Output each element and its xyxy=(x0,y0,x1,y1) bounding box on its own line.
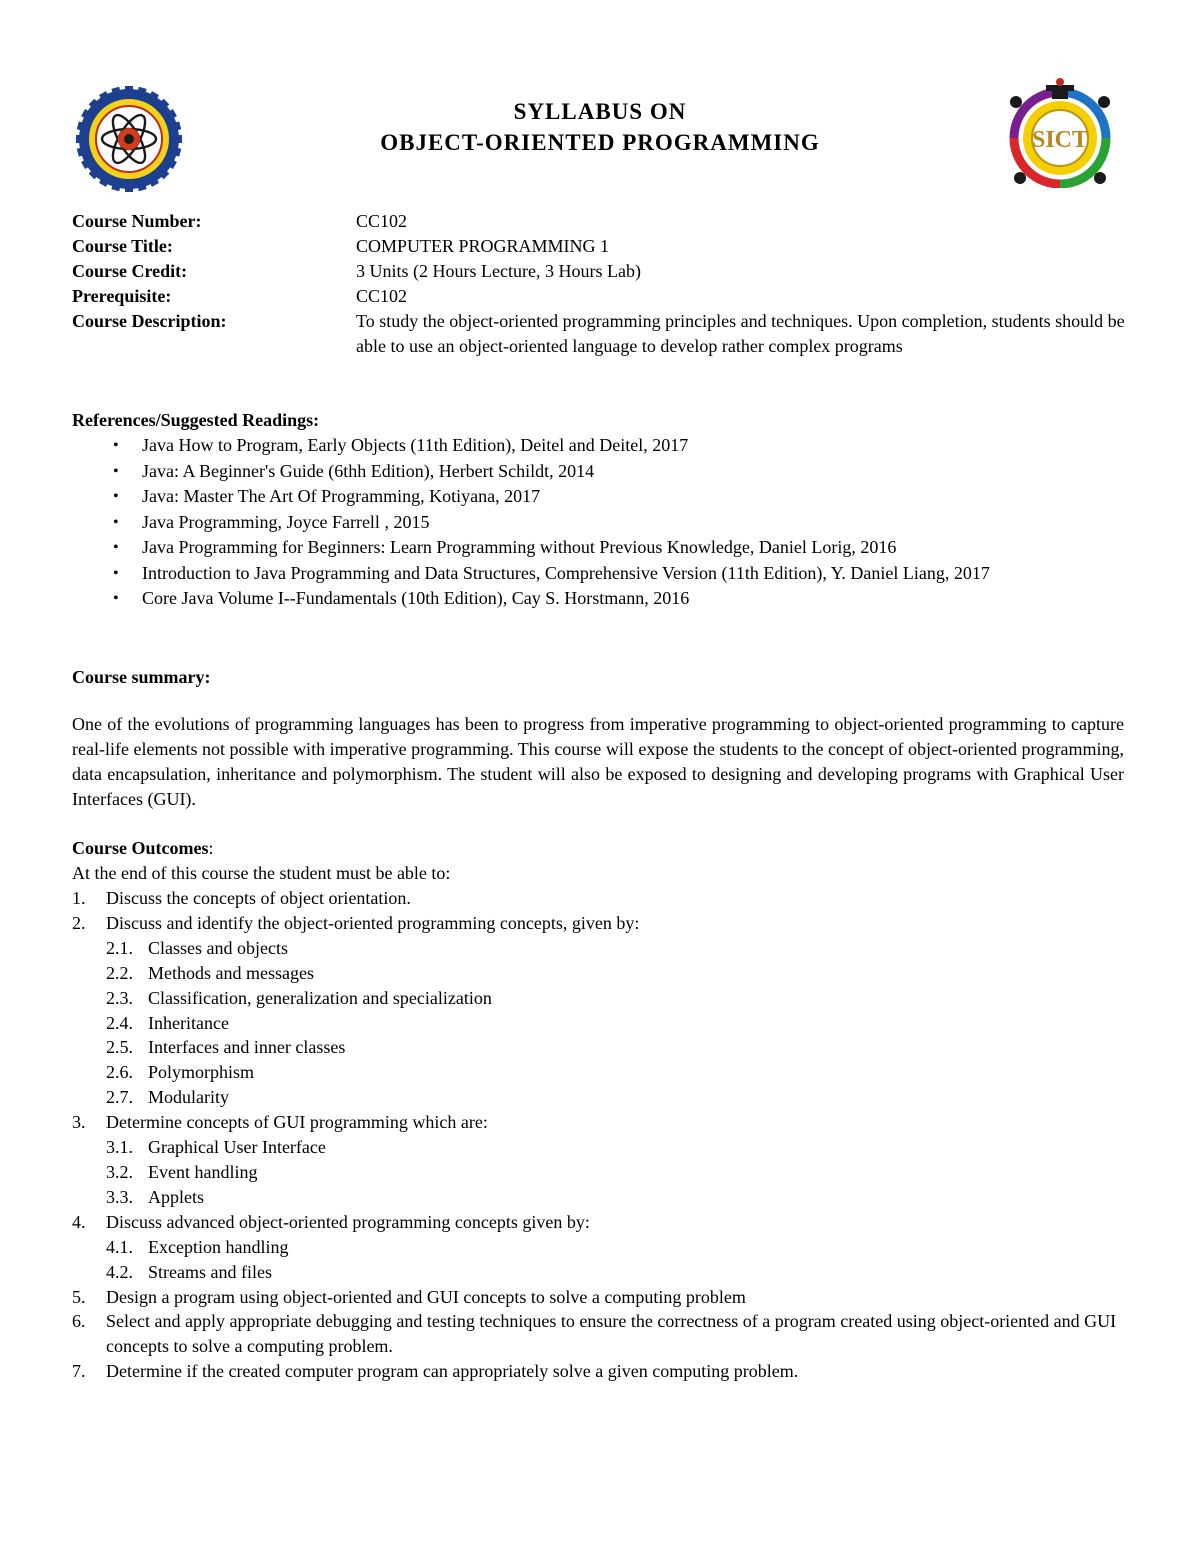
outcome-subitem xyxy=(106,1135,1132,1160)
outcome-subitem-text: Applets xyxy=(148,1186,204,1207)
outcome-number: 4. xyxy=(72,1211,86,1232)
outcome-text: Discuss the concepts of object orientation. xyxy=(106,888,411,908)
outcome-subitem xyxy=(106,961,1132,986)
reference-text: Java Programming, Joyce Farrell , 2015 xyxy=(142,511,430,532)
sict-college-logo xyxy=(1004,76,1116,188)
course-info-label: Course Number: xyxy=(72,211,202,231)
outcome-number: 7. xyxy=(72,1361,86,1382)
bullet-icon: • xyxy=(113,564,119,582)
outcome-subitem-text: Streams and files xyxy=(148,1261,272,1282)
course-info-label: Course Title: xyxy=(72,236,173,256)
course-info-row xyxy=(72,284,1132,309)
outcome-subitem-text: Inheritance xyxy=(148,1012,229,1033)
outcome-subitem-text: Polymorphism xyxy=(148,1062,255,1083)
title-line-2: OBJECT-ORIENTED PROGRAMMING xyxy=(380,130,820,155)
summary-text: One of the evolutions of programming languages has been to progress from imperative programming to object-oriented programming to capture real-life elements not possible with imperative programming. This course will expose the students to the concept of object-oriented programming, data encapsulation, inheritance and polymorphism. The student will also be exposed to designing and developing programs with Graphical User Interfaces (GUI). xyxy=(72,714,1124,809)
reference-item xyxy=(72,586,1132,612)
university-seal-logo xyxy=(76,86,182,192)
outcome-subitem-number: 3.1. xyxy=(106,1137,133,1158)
outcome-number: 5. xyxy=(72,1286,86,1307)
outcome-subitem-number: 2.5. xyxy=(106,1037,133,1058)
outcome-subitem xyxy=(106,936,1132,961)
reference-item xyxy=(72,561,1132,587)
reference-item xyxy=(72,433,1132,459)
outcome-subitem xyxy=(106,1085,1132,1110)
outcomes-heading xyxy=(72,836,214,861)
reference-item xyxy=(72,484,1132,510)
outcomes-heading-colon: : xyxy=(208,838,214,858)
outcome-subitem xyxy=(106,1160,1132,1185)
outcomes-heading-text: Course Outcomes xyxy=(72,838,209,858)
outcome-subitem xyxy=(106,1060,1132,1085)
reference-item xyxy=(72,459,1132,485)
outcome-subitem-number: 4.1. xyxy=(106,1236,133,1257)
reference-item xyxy=(72,510,1132,536)
outcome-item xyxy=(72,1110,1132,1210)
outcome-text: Design a program using object-oriented and GUI concepts to solve a computing problem xyxy=(106,1286,746,1307)
bullet-icon: • xyxy=(113,539,119,556)
reference-text: Java How to Program, Early Objects (11th Edition), Deitel and Deitel, 2017 xyxy=(142,435,689,455)
outcome-subitem-number: 2.4. xyxy=(106,1012,133,1033)
reference-text: Java: Master The Art Of Programming, Kotiyana, 2017 xyxy=(142,486,541,506)
outcome-item xyxy=(72,886,1132,911)
outcome-subitem-text: Interfaces and inner classes xyxy=(148,1037,346,1058)
course-info-label: Prerequisite: xyxy=(72,286,172,306)
reference-text: Java Programming for Beginners: Learn Programming without Previous Knowledge, Daniel Lorig, 2016 xyxy=(142,537,897,557)
outcome-item xyxy=(72,1285,1132,1310)
course-info-value: CC102 xyxy=(356,211,408,231)
outcome-text: Select and apply appropriate debugging and testing techniques to ensure the correctness of a program created using object-oriented and GUI concepts to solve a computing problem. xyxy=(106,1311,1117,1357)
outcome-item xyxy=(72,1210,1132,1285)
outcome-text: Discuss and identify the object-oriented programming concepts, given by: xyxy=(106,912,640,933)
course-info-value: COMPUTER PROGRAMMING 1 xyxy=(356,236,610,256)
outcome-number: 2. xyxy=(72,912,86,933)
bullet-icon: • xyxy=(113,590,119,607)
outcome-text: Determine concepts of GUI programming which are: xyxy=(106,1112,488,1133)
course-info-label: Course Description: xyxy=(72,311,227,331)
outcome-number: 3. xyxy=(72,1112,86,1133)
outcome-subitem-number: 3.2. xyxy=(106,1161,133,1182)
reference-text: Core Java Volume I--Fundamentals (10th Edition), Cay S. Horstmann, 2016 xyxy=(142,588,690,608)
outcome-subitem-number: 2.2. xyxy=(106,962,133,983)
summary-heading: Course summary: xyxy=(72,667,211,687)
course-info-row xyxy=(72,209,1132,234)
outcome-subitem xyxy=(106,1235,1132,1260)
outcome-sublist xyxy=(106,1235,1132,1285)
outcome-sublist xyxy=(106,1135,1132,1210)
svg-text:SICT: SICT xyxy=(1031,127,1089,153)
outcome-subitem-text: Methods and messages xyxy=(148,962,314,983)
outcome-subitem-number: 2.6. xyxy=(106,1062,133,1083)
outcome-subitem xyxy=(106,1260,1132,1285)
bullet-icon: • xyxy=(113,488,119,505)
reference-item xyxy=(72,535,1132,561)
outcome-subitem-text: Modularity xyxy=(148,1087,229,1108)
course-info-value: CC102 xyxy=(356,286,408,306)
outcome-subitem xyxy=(106,1035,1132,1060)
outcome-item xyxy=(72,1309,1132,1359)
document-title xyxy=(250,96,950,158)
course-info-row xyxy=(72,259,1132,284)
outcome-subitem-text: Classification, generalization and specialization xyxy=(148,987,492,1008)
outcome-sublist xyxy=(106,936,1132,1110)
outcome-subitem-number: 2.3. xyxy=(106,987,133,1008)
bullet-icon: • xyxy=(113,513,119,531)
bullet-icon: • xyxy=(113,462,119,480)
outcome-subitem-text: Classes and objects xyxy=(148,937,288,958)
course-info-value: To study the object-oriented programming principles and techniques. Upon completion, students should be able to use an object-oriented language to develop rather complex programs xyxy=(356,311,1125,356)
outcome-subitem-number: 3.3. xyxy=(106,1186,133,1207)
outcomes-intro: At the end of this course the student must be able to: xyxy=(72,863,451,883)
title-line-1: SYLLABUS ON xyxy=(513,99,687,124)
outcome-subitem xyxy=(106,986,1132,1011)
outcome-text: Determine if the created computer program can appropriately solve a given computing problem. xyxy=(106,1361,799,1382)
course-info-value: 3 Units (2 Hours Lecture, 3 Hours Lab) xyxy=(356,261,641,281)
outcome-number: 1. xyxy=(72,888,86,908)
course-info-label: Course Credit: xyxy=(72,261,188,281)
course-info-row xyxy=(72,234,1132,259)
outcome-subitem xyxy=(106,1011,1132,1036)
outcome-subitem-number: 4.2. xyxy=(106,1261,133,1282)
outcome-subitem-text: Exception handling xyxy=(148,1236,289,1257)
outcome-item xyxy=(72,1359,1132,1384)
outcomes-list xyxy=(72,886,1132,1384)
outcome-subitem-number: 2.7. xyxy=(106,1087,133,1108)
reference-text: Introduction to Java Programming and Data Structures, Comprehensive Version (11th Edition), Y. Daniel Liang, 2017 xyxy=(142,562,990,583)
course-info-table xyxy=(72,209,1132,359)
bullet-icon: • xyxy=(113,437,119,454)
outcome-subitem-text: Graphical User Interface xyxy=(148,1137,326,1158)
outcome-subitem-text: Event handling xyxy=(148,1161,258,1182)
references-heading: References/Suggested Readings: xyxy=(72,410,320,430)
outcome-subitem-number: 2.1. xyxy=(106,937,133,958)
course-info-row xyxy=(72,309,1132,359)
outcome-subitem xyxy=(106,1185,1132,1210)
references-list xyxy=(72,433,1132,612)
outcome-text: Discuss advanced object-oriented programming concepts given by: xyxy=(106,1211,590,1232)
outcome-item xyxy=(72,911,1132,1110)
outcome-number: 6. xyxy=(72,1311,86,1332)
reference-text: Java: A Beginner's Guide (6thh Edition), Herbert Schildt, 2014 xyxy=(142,460,595,481)
